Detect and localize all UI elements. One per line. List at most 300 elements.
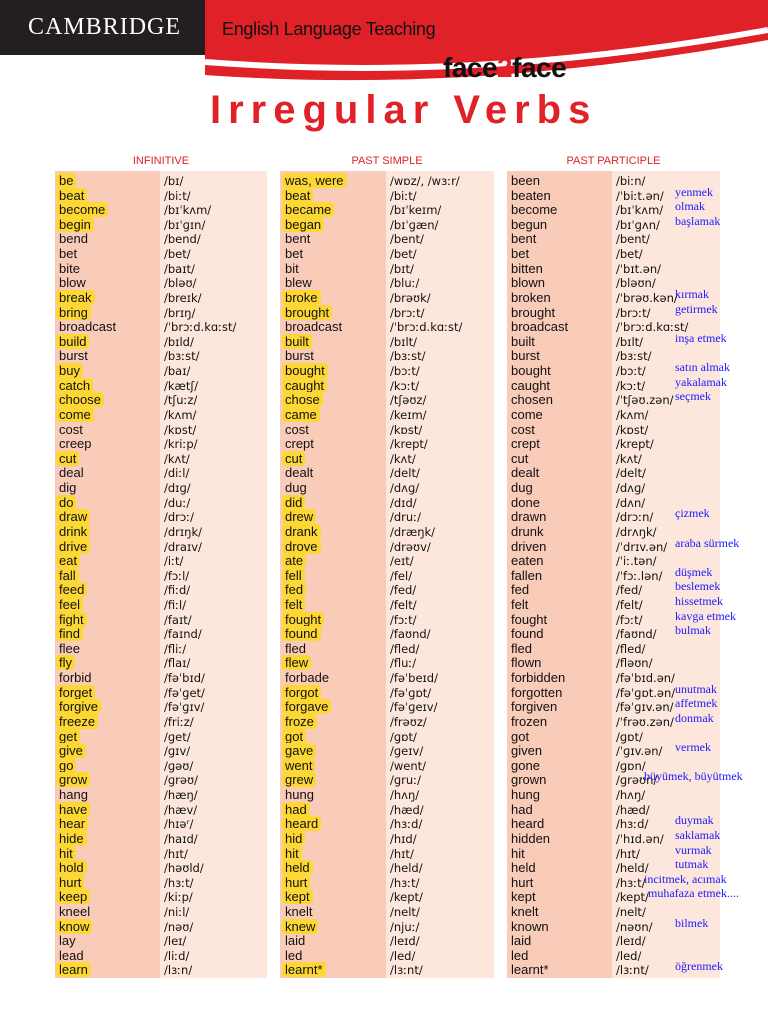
past-participle-word [511,320,568,335]
past-simple-pronunciation: /druː/ [390,510,421,525]
past-simple-word [285,963,326,978]
past-participle-word [511,379,550,394]
past-simple-word [285,715,317,730]
past-simple-word [285,379,327,394]
past-simple-word-text: broke [282,290,321,305]
past-simple-pronunciation: /nelt/ [390,905,420,919]
past-participle-pronunciation: /felt/ [616,597,643,612]
past-participle-word [511,920,549,935]
page-title: Irregular Verbs [210,88,598,132]
past-participle-word [511,437,540,452]
infinitive-pronunciation: /fəˈɡɪv/ [164,700,205,715]
infinitive-word [59,773,90,788]
past-participle-word-text: drunk [511,523,544,539]
infinitive-word [59,203,108,218]
past-participle-word [511,613,547,628]
infinitive-word-text: drink [56,524,90,539]
infinitive-pronunciation: /ɡrəʊ/ [164,773,198,788]
department-label: English Language Teaching [222,19,436,39]
past-participle-word [511,803,533,818]
infinitive-word [59,525,90,540]
infinitive-word-text: hang [59,787,88,803]
past-participle-pronunciation: /ˈbiːt.ən/ [616,188,664,203]
past-simple-pronunciation: /hʌŋ/ [390,788,420,803]
past-simple-pronunciation: /kept/ [390,890,423,905]
infinitive-word-text: choose [56,392,104,407]
infinitive-word-text: fly [56,655,75,670]
past-participle-pronunciation: /kept/ [616,890,649,905]
infinitive-pronunciation: /bləʊ/ [164,276,197,291]
past-participle-word [511,847,525,862]
past-simple-word [285,393,323,408]
infinitive-word-text: burst [59,348,88,364]
infinitive-word-text: forgive [56,699,101,714]
infinitive-word-text: find [56,626,83,641]
past-simple-pronunciation: /bɪlt/ [390,334,418,349]
past-simple-word-text: blew [285,275,312,291]
infinitive-word [59,876,84,891]
past-participle-pronunciation: /hɪt/ [616,846,640,861]
past-simple-word-text: drank [282,524,321,539]
infinitive-word-text: feel [56,597,83,612]
past-participle-pronunciation: /delt/ [616,466,646,481]
infinitive-pronunciation: /bɜːst/ [164,349,200,364]
infinitive-word [59,890,90,905]
past-participle-word-text: driven [511,538,547,554]
past-simple-word [285,262,299,277]
infinitive-pronunciation: /baɪt/ [164,261,195,276]
infinitive-word-text: keep [56,889,90,904]
past-participle-word [511,730,529,745]
past-participle-word-text: frozen [511,713,548,729]
past-participle-word-text: begun [511,216,548,232]
past-simple-pronunciation: /bɪt/ [390,261,414,276]
past-simple-word-text: fed [282,582,306,597]
past-participle-word [511,569,542,584]
translation-note: saklamak [675,827,721,842]
infinitive-word-text: build [56,334,89,349]
past-participle-word-text: caught [511,377,551,393]
past-participle-word-text: forbidden [511,670,566,686]
infinitive-word [59,349,88,364]
past-simple-word [285,174,347,189]
infinitive-word-text: broadcast [59,319,117,335]
past-participle-pronunciation: /ɡrəʊn/ [616,773,658,788]
past-simple-word-text: cut [282,451,305,466]
infinitive-word-text: fight [56,612,87,627]
column-header-infinitive: INFINITIVE [132,155,190,167]
past-simple-word-text: brought [282,305,332,320]
infinitive-pronunciation: /bet/ [164,247,191,262]
infinitive-word [59,554,80,569]
past-simple-word [285,934,305,949]
past-participle-pronunciation: /ˈbɪt.ən/ [616,261,662,276]
past-simple-pronunciation: /lɜːnt/ [390,963,423,978]
past-simple-word-text: cost [285,421,309,437]
infinitive-pronunciation: /friːz/ [164,714,194,729]
infinitive-word [59,496,76,511]
past-participle-word-text: broken [511,289,551,305]
infinitive-pronunciation: /iːt/ [164,554,184,569]
past-participle-word-text: broadcast [511,319,569,335]
infinitive-word-text: creep [59,436,92,452]
infinitive-word-text: become [56,202,108,217]
past-simple-pronunciation: /keɪm/ [390,407,427,422]
past-simple-word [285,613,324,628]
past-participle-pronunciation: /fəˈbɪd.ən/ [616,671,675,686]
past-participle-word [511,656,541,671]
past-participle-word-text: become [511,202,558,218]
past-participle-pronunciation: /fled/ [616,641,646,656]
infinitive-word-text: forbid [59,670,92,686]
infinitive-word [59,423,83,438]
translation-note: duymak [675,813,714,828]
infinitive-pronunciation: /hæŋ/ [164,788,198,803]
past-simple-word-text: bet [285,246,304,262]
infinitive-word [59,920,92,935]
past-simple-word [285,890,313,905]
infinitive-word [59,803,90,818]
past-participle-pronunciation: /kʌm/ [616,407,649,422]
infinitive-word [59,817,88,832]
past-participle-word [511,393,553,408]
infinitive-word-text: draw [56,509,90,524]
past-simple-word-text: gave [282,743,316,758]
past-simple-word [285,730,306,745]
past-simple-word [285,920,318,935]
infinitive-word-text: flee [59,640,80,656]
past-simple-pronunciation: /kʌt/ [390,451,416,466]
infinitive-word-text: grow [56,772,90,787]
past-simple-word [285,832,305,847]
past-participle-word-text: bought [511,363,551,379]
infinitive-word [59,291,95,306]
past-simple-word [285,642,306,657]
past-simple-pronunciation: /bɜːst/ [390,349,426,364]
past-participle-word-text: hidden [511,830,551,846]
infinitive-word-text: hear [56,816,88,831]
infinitive-word-text: bring [56,305,91,320]
past-participle-word [511,203,557,218]
infinitive-word-text: buy [56,363,83,378]
past-simple-pronunciation: /felt/ [390,597,417,612]
past-simple-word [285,335,312,350]
past-simple-word [285,949,302,964]
past-simple-word [285,905,312,920]
translation-note: başlamak [675,213,721,228]
past-participle-word-text: grown [511,772,547,788]
past-participle-pronunciation: /kɔːt/ [616,378,646,393]
infinitive-word [59,437,92,452]
past-simple-word-text: fell [282,568,305,583]
infinitive-word-text: kneel [59,904,91,919]
infinitive-word [59,686,95,701]
past-simple-word-text: crept [285,436,314,452]
translation-note: vermek [675,740,711,755]
past-simple-pronunciation: /bɔːt/ [390,364,420,379]
infinitive-pronunciation: /hɜːt/ [164,875,194,890]
past-participle-word [511,627,544,642]
past-simple-word [285,291,321,306]
past-participle-word [511,554,544,569]
infinitive-word [59,656,75,671]
past-participle-word-text: blown [511,275,545,291]
past-participle-pronunciation: /leɪd/ [616,934,646,949]
past-simple-word [285,408,320,423]
past-participle-word-text: bent [511,231,537,247]
infinitive-pronunciation: /bɪld/ [164,334,194,349]
past-participle-pronunciation: /ˈtʃəʊ.zən/ [616,393,674,408]
past-participle-pronunciation: /dʌɡ/ [616,481,646,496]
infinitive-word [59,189,87,204]
infinitive-word-text: go [56,758,76,773]
past-participle-pronunciation: /fed/ [616,583,643,598]
translation-note: bulmak [675,623,711,638]
past-simple-pronunciation: /frəʊz/ [390,714,427,729]
past-participle-pronunciation: /ˈbrɔːd.kɑːst/ [616,320,689,335]
past-participle-pronunciation: /kʌt/ [616,451,642,466]
past-simple-pronunciation: /wɒz/, /wɜːr/ [390,174,460,188]
infinitive-word-text: learn [56,962,91,977]
infinitive-word [59,393,104,408]
infinitive-pronunciation: /flaɪ/ [164,656,191,671]
infinitive-word [59,583,87,598]
past-simple-pronunciation: /kɒst/ [390,422,423,437]
infinitive-word-text: freeze [56,714,98,729]
past-simple-pronunciation: /brəʊk/ [390,290,431,305]
past-simple-word [285,759,315,774]
past-participle-pronunciation: /dʌn/ [616,495,646,510]
infinitive-pronunciation: /bɪ/ [164,174,184,188]
infinitive-word [59,481,76,496]
past-simple-word [285,247,303,262]
past-simple-pronunciation: /went/ [390,758,427,773]
past-participle-word [511,218,547,233]
past-participle-pronunciation: /kɒst/ [616,422,649,437]
past-simple-pronunciation: /drəʊv/ [390,539,431,554]
infinitive-pronunciation: /leɪ/ [164,934,187,949]
past-participle-pronunciation: /bɪlt/ [616,334,644,349]
past-participle-word [511,832,550,847]
past-simple-word-text: hung [285,787,314,803]
past-participle-word [511,700,557,715]
past-participle-word [511,423,535,438]
past-participle-word [511,349,540,364]
past-simple-pronunciation: /dʌɡ/ [390,481,420,496]
past-simple-word-text: felt [282,597,305,612]
infinitive-word-text: have [56,802,90,817]
past-participle-word-text: gone [511,757,540,773]
past-participle-word-text: dug [511,480,533,496]
translation-note: düşmek [675,564,713,579]
infinitive-word [59,569,79,584]
infinitive-word-text: eat [56,553,80,568]
translation-note: donmak [675,710,714,725]
infinitive-word [59,540,90,555]
infinitive-word-text: begin [56,217,94,232]
past-participle-pronunciation: /nelt/ [616,905,646,919]
past-simple-pronunciation: /hɪd/ [390,831,417,846]
past-participle-pronunciation: /ɡɒn/ [616,758,646,773]
infinitive-word [59,788,88,803]
past-participle-word [511,189,551,204]
past-participle-word-text: been [511,173,540,188]
past-participle-word-text: forgiven [511,699,558,715]
infinitive-pronunciation: /ɡɪv/ [164,744,191,759]
infinitive-pronunciation: /kɒst/ [164,422,197,437]
infinitive-word-text: get [56,729,80,744]
past-simple-word-text: hit [282,846,302,861]
infinitive-pronunciation: /hæv/ [164,802,198,817]
past-participle-word [511,773,546,788]
past-simple-word [285,627,321,642]
infinitive-pronunciation: /faɪt/ [164,612,192,627]
past-participle-word [511,525,544,540]
infinitive-pronunciation: /kiːp/ [164,890,193,905]
past-simple-pronunciation: /tʃəʊz/ [390,393,427,408]
past-simple-word-text: had [282,802,310,817]
infinitive-pronunciation: /fəˈɡet/ [164,685,205,700]
infinitive-word [59,832,87,847]
past-simple-pronunciation: /dɪd/ [390,495,417,510]
past-simple-word [285,364,328,379]
infinitive-word-text: cost [59,421,83,437]
past-participle-word [511,496,540,511]
past-simple-word [285,349,314,364]
translation-note: büyümek, büyütmek [644,769,743,784]
past-participle-pronunciation: /fləʊn/ [616,656,653,671]
past-simple-word-text: dug [285,480,307,496]
infinitive-word-text: deal [59,465,84,481]
past-participle-word [511,671,565,686]
translation-note: yakalamak [675,374,727,389]
infinitive-word [59,232,88,247]
past-simple-word-text: drove [282,539,321,554]
past-simple-word-text: found [282,626,321,641]
infinitive-word-text: bend [59,231,88,247]
past-participle-word [511,861,536,876]
past-participle-word-text: fled [511,640,532,656]
past-simple-word-text: hid [282,831,305,846]
past-participle-word-text: had [511,801,533,817]
past-participle-word-text: beaten [511,187,551,203]
past-simple-pronunciation: /kɔːt/ [390,378,420,393]
infinitive-word-text: catch [56,378,93,393]
past-simple-pronunciation: /brɔːt/ [390,305,425,320]
past-participle-pronunciation: /faʊnd/ [616,627,657,642]
past-simple-pronunciation: /hæd/ [390,802,424,817]
past-participle-pronunciation: /ˈiː.tən/ [616,554,657,569]
infinitive-word [59,934,76,949]
infinitive-word [59,642,80,657]
infinitive-word [59,949,84,964]
infinitive-word-text: know [56,919,92,934]
translation-note: getirmek [675,301,718,316]
past-simple-word-text: knelt [285,904,313,919]
past-participle-pronunciation: /nəʊn/ [616,919,653,934]
past-simple-pronunciation: /biːt/ [390,188,417,203]
past-participle-word [511,232,536,247]
past-simple-word-text: built [282,334,312,349]
past-participle-word-text: flown [511,655,542,671]
past-participle-word [511,364,551,379]
past-simple-pronunciation: /held/ [390,861,423,876]
past-participle-word [511,306,555,321]
past-participle-word-text: known [511,918,549,934]
translation-note: unutmak [675,681,717,696]
past-participle-word [511,876,533,891]
past-simple-word-text: began [282,217,324,232]
past-participle-pronunciation: /fəˈɡɒt.ən/ [616,685,676,700]
infinitive-pronunciation: /lɜːn/ [164,963,193,978]
infinitive-pronunciation: /ɡet/ [164,729,191,744]
past-participle-pronunciation: /fɔːt/ [616,612,643,627]
past-participle-word-text: given [511,743,543,759]
past-simple-word [285,437,314,452]
past-simple-word-text: bit [285,260,299,276]
infinitive-pronunciation: /fiːl/ [164,597,187,612]
translation-note: hissetmek [675,593,723,608]
infinitive-word-text: hit [56,846,76,861]
infinitive-pronunciation: /həʊld/ [164,861,204,876]
past-simple-word [285,847,302,862]
past-simple-pronunciation: /hɪt/ [390,846,414,861]
past-participle-word [511,788,540,803]
past-participle-word [511,466,539,481]
past-participle-word [511,540,546,555]
infinitive-word [59,379,93,394]
past-participle-word [511,744,542,759]
infinitive-word [59,408,94,423]
past-participle-word [511,510,546,525]
infinitive-pronunciation: /ɡəʊ/ [164,758,194,773]
past-simple-word-text: fought [282,612,324,627]
translation-note: olmak [675,199,705,214]
infinitive-pronunciation: /biːt/ [164,188,191,203]
past-simple-word-text: laid [285,933,306,949]
past-participle-pronunciation: /bɪˈkʌm/ [616,203,664,218]
infinitive-pronunciation: /kætʃ/ [164,378,199,393]
past-participle-word [511,583,529,598]
past-simple-pronunciation: /fɔːt/ [390,612,417,627]
past-simple-word-text: dealt [285,465,314,481]
past-simple-pronunciation: /ˈbrɔːd.kɑːst/ [390,320,463,335]
past-simple-pronunciation: /bluː/ [390,276,420,291]
past-simple-word [285,276,312,291]
past-participle-word-text: forgotten [511,684,563,700]
infinitive-word-text: bet [59,246,78,262]
past-simple-word [285,773,316,788]
translation-note: inşa etmek [675,330,727,345]
past-participle-word [511,759,540,774]
infinitive-word [59,218,94,233]
past-participle-pronunciation: /lɜːnt/ [616,963,649,978]
infinitive-word [59,730,80,745]
past-simple-pronunciation: /fəˈɡɒt/ [390,685,432,700]
past-participle-word-text: chosen [511,392,553,408]
infinitive-word [59,320,116,335]
past-participle-pronunciation: /hɜːt/ [616,875,646,890]
infinitive-pronunciation: /faɪnd/ [164,627,202,642]
past-simple-word [285,803,310,818]
past-participle-word-text: bitten [511,260,543,276]
past-simple-word-text: got [282,729,306,744]
infinitive-pronunciation: /drɪŋk/ [164,524,202,539]
past-participle-word-text: held [511,860,536,876]
past-simple-word [285,656,311,671]
past-participle-word [511,291,551,306]
past-simple-word-text: knew [282,919,318,934]
